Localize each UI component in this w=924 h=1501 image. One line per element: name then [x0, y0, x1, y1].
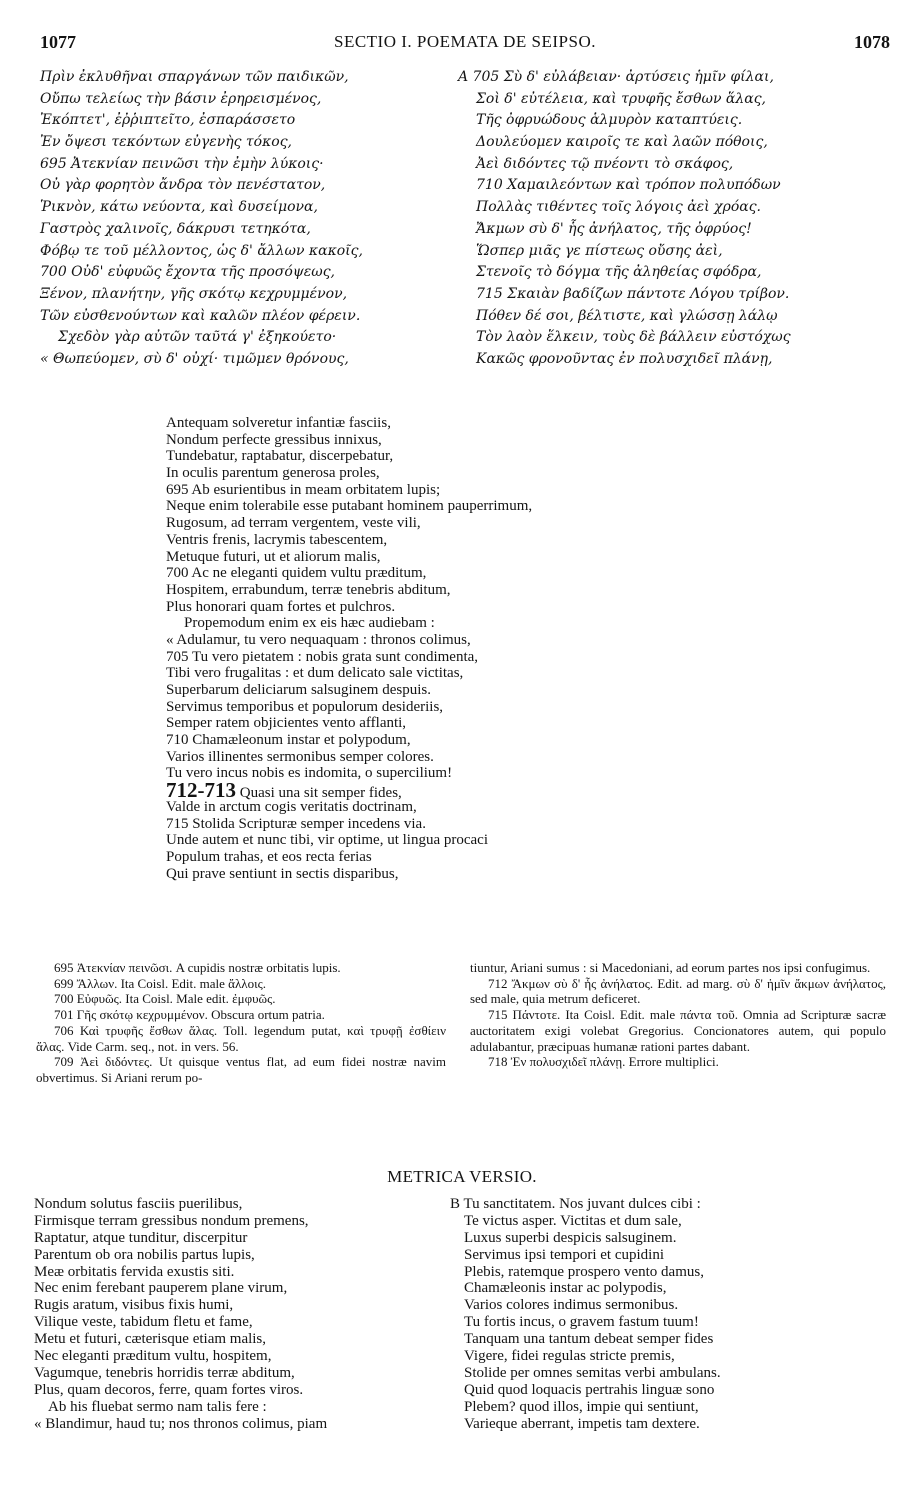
metrica-verse-line: Tu fortis incus, o gravem fastum tuum! [464, 1314, 699, 1331]
greek-verse-line: Ξένον, πλανήτην, γῆς σκότῳ κεχρυμμένον, [40, 285, 348, 302]
latin-verse-line: Populum trahas, et eos recta ferias [166, 848, 372, 865]
latin-verse-line: Unde autem et nunc tibi, vir optime, ut lingua procaci [166, 832, 488, 849]
footnote: 695 Ἀτεκνίαν πεινῶσι. A cupidis nostræ orbitatis lupis. [54, 960, 341, 975]
latin-verse-line: Tu vero incus nobis es indomita, o supercilium! [166, 765, 453, 782]
metrica-versio-heading: METRICA VERSIO. [387, 1167, 537, 1186]
greek-verse-line: Τῆς ὀφρυώδους ἁλμυρὸν καταπτύεις. [476, 112, 743, 129]
greek-verse-line: Οὐ γὰρ φορητὸν ἄνδρα τὸν πενέστατον, [40, 177, 326, 194]
greek-verse-line: 710 Χαμαιλεόντων καὶ τρόπον πολυπόδων [476, 177, 781, 194]
latin-verse-line: Nondum perfecte gressibus innixus, [166, 431, 382, 448]
greek-verse-line: Πολλὰς τιθέντες τοῖς λόγοις ἀεὶ χρόας. [476, 199, 761, 216]
greek-verse-line: 715 Σκαιὰν βαδίζων πάντοτε Λόγου τρίβον. [476, 285, 790, 302]
greek-verse-line: Τὸν λαὸν ἕλκειν, τοὺς δὲ βάλλειν εὐστόχως [476, 329, 791, 346]
greek-verse-line: Οὔπω τελείως τὴν βάσιν ἐρηρεισμένος, [40, 90, 322, 107]
latin-verse-line: 705 Tu vero pietatem : nobis grata sunt condimenta, [166, 648, 479, 665]
metrica-verse-line: Vagumque, tenebris horridis terræ abditum, [34, 1364, 295, 1381]
footnote: 718 Ἐν πολυσχιδεῖ πλάνῃ. Errore multiplici. [488, 1054, 719, 1070]
footnote: 712 Ἄκμων σὺ δ' ἧς ἀνήλατος. Edit. ad marg. σὺ δ' ἡμῖν ἄκμων ἀνήλατος, sed male, quia metrum deficeret. [470, 975, 886, 1007]
metrica-verse-line: Luxus superbi despicis salsuginem. [464, 1229, 677, 1246]
metrica-verse-line: Varieque aberrant, impetis tam dextere. [464, 1415, 700, 1432]
latin-verse-line: Varios illinentes sermonibus semper colores. [166, 748, 434, 765]
footnote: 709 Ἀεὶ διδόντες. Ut quisque ventus flat, ad eum fidei nostræ navim obvertimus. Si Ariani rerum po- [36, 1054, 446, 1085]
greek-verse-line: Πόθεν δέ σοι, βέλτιστε, καὶ γλώσσῃ λάλῳ [476, 307, 778, 324]
footnote: tiuntur, Ariani sumus : si Macedoniani, ad eorum partes nos ipsi confugimus. [470, 960, 871, 975]
greek-verse-line: Γαστρὸς χαλινοῖς, δάκρυσι τετηκότα, [40, 220, 311, 237]
metrica-verse-line: Nec enim ferebant pauperem plane virum, [34, 1280, 288, 1297]
latin-verse-line: Tibi vero frugalitas : et dum delicato sale victitas, [166, 665, 464, 682]
latin-verse-line: 710 Chamæleonum instar et polypodum, [166, 732, 411, 749]
footnote: 700 Εὐφυῶς. Ita Coisl. Male edit. ἐμφυῶς. [54, 991, 276, 1007]
footnotes-right-column [470, 960, 886, 1070]
metrica-verse-line: B Tu sanctitatem. Nos juvant dulces cibi : [450, 1196, 701, 1212]
metrica-verse-line: Servimus ipsi tempori et cupidini [464, 1246, 664, 1263]
greek-verse-line: Τῶν εὐσθενούντων καὶ καλῶν πλέον φέρειν. [40, 307, 361, 324]
page-header [40, 32, 890, 58]
metrica-right-column [450, 1196, 900, 1432]
greek-verse-line: Πρὶν ἐκλυθῆναι σπαργάνων τῶν παιδικῶν, [40, 69, 349, 85]
left-page-number: 1077 [40, 32, 76, 52]
latin-verse-line: Hospitem, errabundum, terræ tenebris abditum, [166, 581, 451, 598]
greek-verse-line: Σχεδὸν γὰρ αὐτῶν ταῦτά γ' ἐξηκούετο· [58, 329, 337, 346]
metrica-verse-line: Nondum solutus fasciis puerilibus, [34, 1196, 243, 1212]
greek-text-left-column [40, 67, 460, 371]
metrica-verse-line: Raptatur, atque tunditur, discerpitur [34, 1229, 248, 1246]
latin-verse-line: Qui prave sentiunt in sectis disparibus, [166, 865, 399, 882]
metrica-verse-line: Metu et futuri, cæterisque etiam malis, [34, 1331, 267, 1348]
latin-verse-line: Metuque futuri, ut et aliorum malis, [166, 548, 381, 565]
greek-verse-line: 700 Οὐδ' εὐφυῶς ἔχοντα τῆς προσόψεως, [40, 264, 335, 281]
metrica-verse-line: « Blandimur, haud tu; nos thronos colimus, piam [34, 1415, 328, 1432]
greek-verse-line: « Θωπεύομεν, σὺ δ' οὐχί· τιμῶμεν θρόνους, [40, 350, 349, 367]
greek-verse-line: 695 Ἀτεκνίαν πεινῶσι τὴν ἐμὴν λύκοις· [40, 155, 324, 172]
latin-verse-line: Superbarum deliciarum salsuginem despuis. [166, 682, 431, 698]
metrica-verse-line: Meæ orbitatis fervida exustis siti. [34, 1263, 235, 1280]
latin-verse-line: In oculis parentum generosa proles, [166, 465, 380, 482]
footnotes-left-column [36, 960, 446, 1086]
running-title: SECTIO I. POEMATA DE SEIPSO. [334, 32, 596, 51]
metrica-verse-line: Parentum ob ora nobilis partus lupis, [34, 1246, 255, 1263]
footnote: 715 Πάντοτε. Ita Coisl. Edit. male πάντα τοῦ. Omnia ad Scripturæ sacræ auctoritatem exigi volebat Gregorius. Concionatores autem, qui populo adulabantur, præcipuas humanæ rationi partes dabant. [470, 1007, 886, 1054]
metrica-verse-line: Vigere, fidei regulas stricte premis, [464, 1348, 675, 1365]
latin-verse-line: 700 Ac ne eleganti quidem vultu præditum, [166, 565, 427, 582]
greek-verse-line: Ἄκμων σὺ δ' ἧς ἀνήλατος, τῆς ὀφρύος! [476, 220, 752, 237]
latin-verse-line: Rugosum, ad terram vergentem, veste vili, [166, 515, 421, 532]
metrica-verse-line: Chamæleonis instar ac polypodis, [464, 1280, 667, 1297]
metrica-verse-line: Quid quod loquacis pertrahis linguæ sono [464, 1381, 715, 1398]
greek-verse-line: Ἐκόπτετ', ἐῤῥιπτεῖτο, ἐσπαράσσετο [40, 112, 296, 129]
latin-verse-line: Antequam solveretur infantiæ fasciis, [166, 415, 391, 431]
greek-verse-line: Κακῶς φρονοῦντας ἐν πολυσχιδεῖ πλάνῃ, [476, 350, 773, 367]
latin-verse-text: Quasi una sit semper fides, [239, 785, 402, 802]
latin-verse-line: Servimus temporibus et populorum desideriis, [166, 698, 444, 715]
footnote: 706 Καὶ τρυφῆς ἔσθων ἅλας. Toll. legendum putat, καὶ τρυφῇ ἐσθίειν ἅλας. Vide Carm. seq., not. in vers. 56. [36, 1022, 446, 1054]
metrica-verse-line: Plebis, ratemque prospero vento damus, [464, 1263, 704, 1280]
metrica-verse-line: Te victus asper. Victitas et dum sale, [464, 1212, 682, 1229]
verse-number-marker: 712-713 [166, 778, 236, 803]
latin-verse-line: « Adulamur, tu vero nequaquam : thronos colimus, [166, 631, 471, 648]
metrica-verse-line: Nec eleganti præditum vultu, hospitem, [34, 1348, 272, 1365]
greek-verse-line: Ἀεὶ διδόντες τῷ πνέοντι τὸ σκάφος, [476, 155, 734, 172]
metrica-verse-line: Plebem? quod illos, impie qui sentiunt, [464, 1398, 699, 1415]
greek-verse-line: Ὥσπερ μιᾶς γε πίστεως οὔσης ἀεὶ, [476, 242, 723, 259]
greek-verse-line: A 705 Σὺ δ' εὐλάβειαν· ἀρτύσεις ἡμῖν φίλαι, [458, 69, 774, 85]
latin-verse-line: 715 Stolida Scripturæ semper incedens via. [166, 815, 426, 832]
greek-verse-line: Στενοῖς τὸ δόγμα τῆς ἀληθείας σφόδρα, [476, 264, 762, 281]
latin-translation [166, 415, 726, 882]
metrica-verse-line: Plus, quam decoros, ferre, quam fortes viros. [34, 1381, 304, 1398]
greek-verse-line: Φόβῳ τε τοῦ μέλλοντος, ὡς δ' ἄλλων κακοῖς, [40, 242, 363, 259]
latin-verse-line [166, 778, 726, 803]
right-page-number: 1078 [854, 32, 890, 52]
latin-verse-line: Propemodum enim ex eis hæc audiebam : [184, 615, 435, 632]
greek-verse-line: Σοὶ δ' εὐτέλεια, καὶ τρυφῆς ἔσθων ἅλας, [476, 90, 766, 107]
metrica-left-column [34, 1196, 454, 1432]
greek-text-right-column [458, 67, 898, 371]
latin-verse-line: Ventris frenis, lacrymis tabescentem, [166, 531, 388, 548]
metrica-verse-line: Vilique veste, tabidum fletu et fame, [34, 1314, 253, 1331]
footnote: 701 Γῆς σκότῳ κεχρυμμένον. Obscura ortum patria. [54, 1007, 325, 1023]
greek-verse-line: Ῥικνὸν, κάτω νεύοντα, καὶ δυσείμονα, [40, 199, 318, 216]
latin-verse-line: Plus honorari quam fortes et pulchros. [166, 598, 396, 615]
footnote: 699 Ἄλλων. Ita Coisl. Edit. male ἄλλοις. [54, 975, 266, 991]
metrica-verse-line: Stolide per omnes semitas verbi ambulans. [464, 1364, 721, 1381]
latin-verse-line: Tundebatur, raptabatur, discerpebatur, [166, 448, 394, 465]
metrica-verse-line: Firmisque terram gressibus nondum premens, [34, 1212, 309, 1229]
metrica-verse-line: Varios colores indimus sermonibus. [464, 1297, 679, 1314]
metrica-verse-line: Rugis aratum, visibus fixis humi, [34, 1297, 234, 1314]
metrica-verse-line: Tanquam una tantum debeat semper fides [464, 1331, 714, 1348]
greek-verse-line: Ἐν ὄψεσι τεκόντων εὐγενὴς τόκος, [40, 134, 292, 151]
latin-verse-line: Valde in arctum cogis veritatis doctrinam, [166, 798, 417, 815]
greek-verse-line: Δουλεύομεν καιροῖς τε καὶ λαῶν πόθοις, [476, 134, 768, 151]
latin-verse-line: Semper ratem objicientes vento afflanti, [166, 715, 407, 732]
latin-verse-line: Neque enim tolerabile esse putabant hominem pauperrimum, [166, 498, 533, 515]
latin-verse-line: 695 Ab esurientibus in meam orbitatem lupis; [166, 481, 441, 498]
metrica-verse-line: Ab his fluebat sermo nam talis fere : [48, 1398, 267, 1415]
